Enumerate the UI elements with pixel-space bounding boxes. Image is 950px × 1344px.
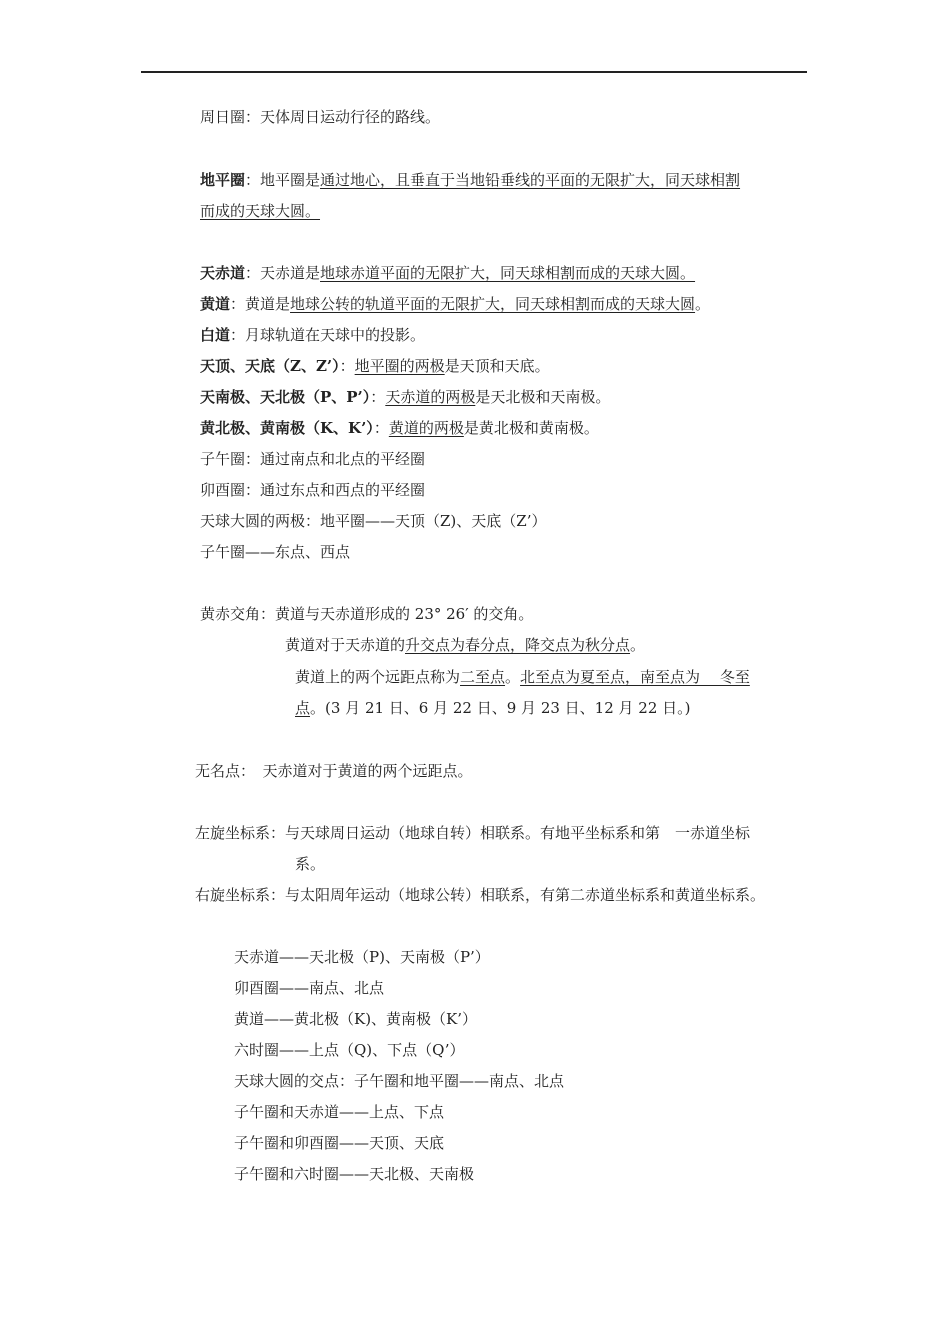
underlined-text: 通过地心，且垂直于当地铅垂线的平面的无限扩大，同天球相割 <box>320 171 741 189</box>
text-line <box>200 107 440 127</box>
line-text: ：黄道是 <box>230 295 291 313</box>
text-line <box>195 885 765 905</box>
line-text: 是天顶和天底。 <box>444 357 550 375</box>
text-line <box>234 947 490 967</box>
underlined-text: 升交点为春分点，降交点为秋分点 <box>405 636 631 654</box>
line-text: ：地平圈是 <box>245 171 321 189</box>
line-text: ：月球轨道在天球中的投影。 <box>230 326 426 344</box>
text-line <box>234 1102 444 1122</box>
text-line <box>234 978 384 998</box>
line-text: 天赤道——天北极（P)、天南极（P’） <box>234 948 490 966</box>
line-text: 。 <box>630 636 646 654</box>
text-line <box>200 201 320 221</box>
text-line <box>295 667 750 687</box>
underlined-text: 地球公转的轨道平面的无限扩大，同天球相割而成的天球大圆 <box>290 295 696 313</box>
text-line <box>295 698 691 718</box>
text-line <box>200 449 425 469</box>
line-text: 六时圈——上点（Q)、下点（Q’） <box>234 1041 465 1059</box>
text-line <box>200 325 425 345</box>
line-text: ： <box>373 419 389 437</box>
term: 天顶、天底（Z、Z’） <box>200 357 340 375</box>
text-line <box>200 263 695 283</box>
text-line <box>200 480 425 500</box>
line-text: 黄道上的两个远距点称为 <box>295 668 461 686</box>
line-text: ： <box>339 357 355 375</box>
text-line <box>200 170 740 190</box>
term: 黄北极、黄南极（K、K’） <box>200 419 374 437</box>
line-text: 黄道对于天赤道的 <box>285 636 406 654</box>
text-line <box>200 604 533 624</box>
text-line <box>285 635 645 655</box>
underlined-text: 北至点为夏至点，南至点为 冬至 <box>520 668 750 686</box>
line-text: ： <box>370 388 386 406</box>
text-line <box>200 511 546 531</box>
line-text: 黄道——黄北极（K)、黄南极（K’） <box>234 1010 478 1028</box>
text-line <box>234 1133 444 1153</box>
line-text: 黄赤交角：黄道与天赤道形成的 23° 26′ 的交角。 <box>200 605 534 623</box>
line-text: 周日圈：天体周日运动行径的路线。 <box>200 108 441 126</box>
header-rule <box>141 71 807 73</box>
line-text: ：天赤道是 <box>245 264 321 282</box>
text-line <box>200 542 350 562</box>
line-text: 无名点： 天赤道对于黄道的两个远距点。 <box>195 762 473 780</box>
line-text: 左旋坐标系：与天球周日运动（地球自转）相联系。有地平坐标系和第 一赤道坐标 <box>195 824 751 842</box>
line-text: 系。 <box>295 855 326 873</box>
line-text: 。(3 月 21 日、6 月 22 日、9 月 23 日、12 月 22 日。) <box>310 699 691 717</box>
term: 地平圈 <box>200 171 246 189</box>
line-text: 子午圈和六时圈——天北极、天南极 <box>234 1165 475 1183</box>
term: 白道 <box>200 326 231 344</box>
text-line <box>195 823 750 843</box>
text-line <box>295 854 325 874</box>
text-line <box>200 418 599 438</box>
underlined-text: 天赤道的两极 <box>385 388 476 406</box>
underlined-text: 点 <box>295 699 311 717</box>
text-line <box>234 1071 564 1091</box>
line-text: 子午圈：通过南点和北点的平经圈 <box>200 450 426 468</box>
line-text: 是天北极和天南极。 <box>475 388 611 406</box>
line-text: 子午圈——东点、西点 <box>200 543 351 561</box>
text-line <box>195 761 473 781</box>
line-text: 右旋坐标系：与太阳周年运动（地球公转）相联系，有第二赤道坐标系和黄道坐标系。 <box>195 886 766 904</box>
line-text: 子午圈和天赤道——上点、下点 <box>234 1103 445 1121</box>
line-text: 卯酉圈——南点、北点 <box>234 979 385 997</box>
line-text: 天球大圆的交点：子午圈和地平圈——南点、北点 <box>234 1072 565 1090</box>
line-text: 是黄北极和黄南极。 <box>463 419 599 437</box>
underlined-text: 地球赤道平面的无限扩大，同天球相割而成的天球大圆。 <box>320 264 696 282</box>
line-text: 。 <box>505 668 521 686</box>
line-text: 天球大圆的两极：地平圈——天顶（Z)、天底（Z’） <box>200 512 547 530</box>
text-line <box>234 1164 474 1184</box>
underlined-text: 地平圈的两极 <box>354 357 445 375</box>
text-line <box>200 387 610 407</box>
term: 天南极、天北极（P、P’） <box>200 388 371 406</box>
text-line <box>200 294 710 314</box>
text-line <box>234 1009 477 1029</box>
underlined-text: 而成的天球大圆。 <box>200 202 321 220</box>
text-line <box>200 356 550 376</box>
text-line <box>234 1040 465 1060</box>
term: 天赤道 <box>200 264 246 282</box>
line-text: 子午圈和卯酉圈——天顶、天底 <box>234 1134 445 1152</box>
underlined-text: 黄道的两极 <box>388 419 464 437</box>
term: 黄道 <box>200 295 231 313</box>
underlined-text: 二至点 <box>460 668 506 686</box>
line-text: 卯酉圈：通过东点和西点的平经圈 <box>200 481 426 499</box>
line-text: 。 <box>695 295 711 313</box>
